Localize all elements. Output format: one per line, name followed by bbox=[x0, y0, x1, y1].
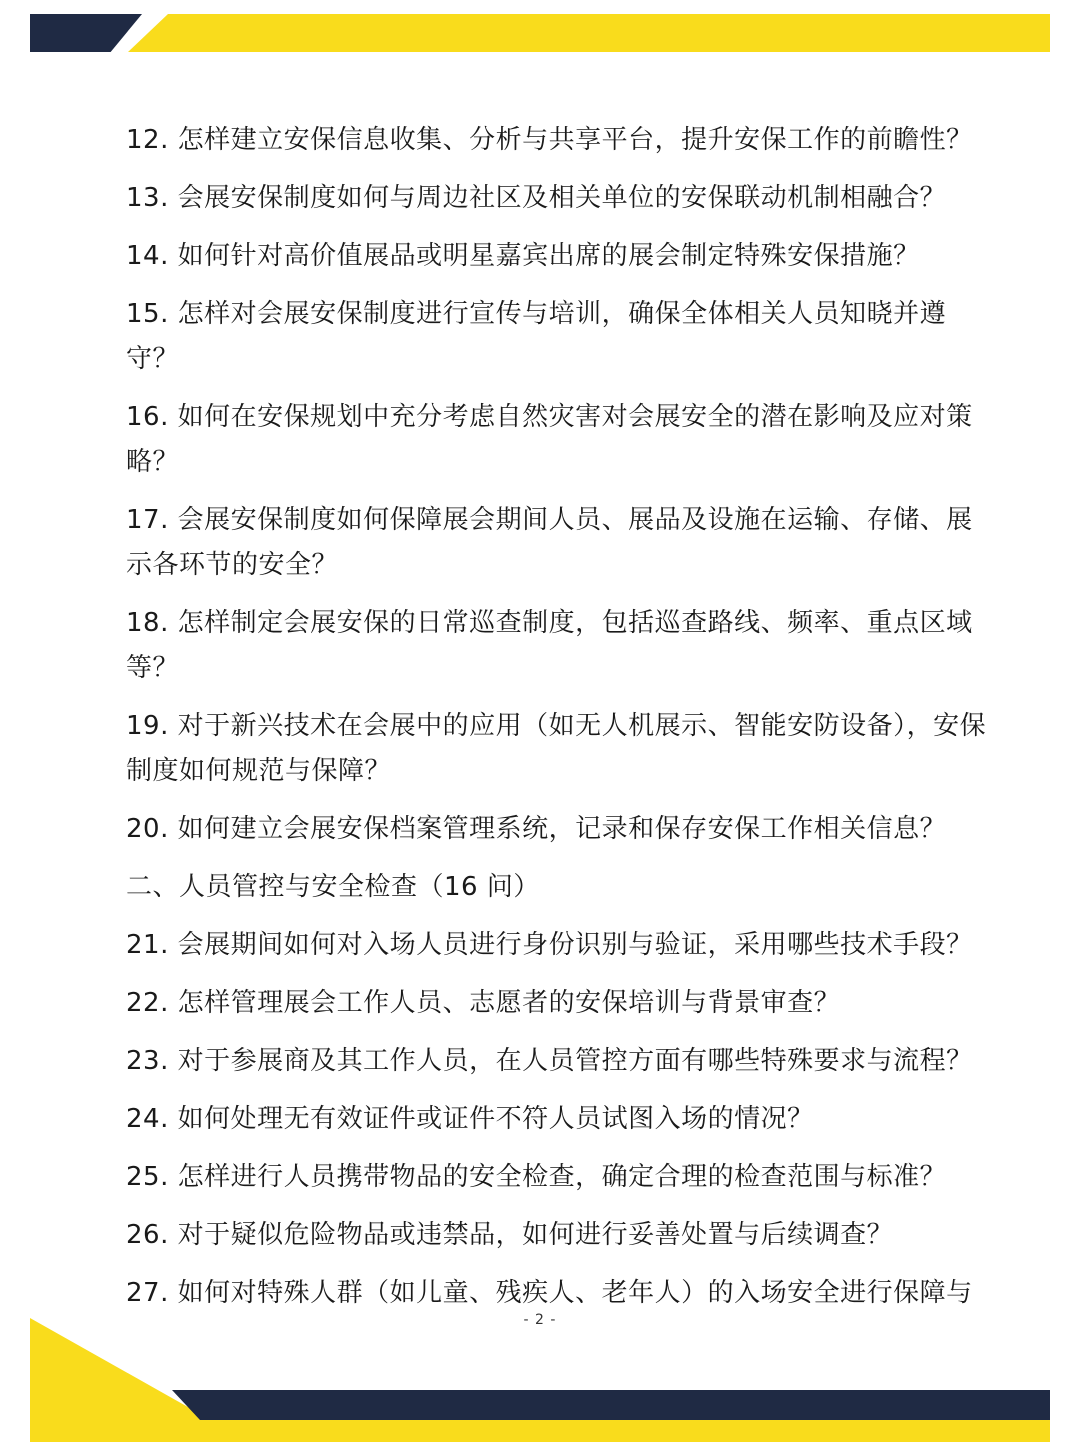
question-14: 14. 如何针对高价值展品或明星嘉宾出席的展会制定特殊安保措施？ bbox=[126, 241, 920, 271]
page-number: - 2 - bbox=[523, 1312, 557, 1328]
question-24: 24. 如何处理无有效证件或证件不符人员试图入场的情况？ bbox=[126, 1104, 814, 1134]
section-heading: 二、人员管控与安全检查（16 问） bbox=[126, 872, 540, 902]
question-16: 16. 如何在安保规划中充分考虑自然灾害对会展安全的潜在影响及应对策略？ bbox=[126, 402, 973, 477]
question-12: 12. 怎样建立安保信息收集、分析与共享平台，提升安保工作的前瞻性？ bbox=[126, 125, 973, 155]
question-18: 18. 怎样制定会展安保的日常巡查制度，包括巡查路线、频率、重点区域等？ bbox=[126, 608, 973, 683]
question-13: 13. 会展安保制度如何与周边社区及相关单位的安保联动机制相融合？ bbox=[126, 183, 947, 213]
header-navy-band bbox=[30, 14, 142, 52]
question-27: 27. 如何对特殊人群（如儿童、残疾人、老年人）的入场安全进行保障与 bbox=[126, 1278, 973, 1308]
question-23: 23. 对于参展商及其工作人员，在人员管控方面有哪些特殊要求与流程？ bbox=[126, 1046, 973, 1076]
document-body bbox=[126, 118, 992, 1329]
question-20: 20. 如何建立会展安保档案管理系统，记录和保存安保工作相关信息？ bbox=[126, 814, 947, 844]
header-yellow-band bbox=[128, 14, 1050, 52]
question-15: 15. 怎样对会展安保制度进行宣传与培训，确保全体相关人员知晓并遵守？ bbox=[126, 299, 947, 374]
question-25: 25. 怎样进行人员携带物品的安全检查，确定合理的检查范围与标准？ bbox=[126, 1162, 947, 1192]
question-17: 17. 会展安保制度如何保障展会期间人员、展品及设施在运输、存储、展示各环节的安全？ bbox=[126, 505, 973, 580]
footer-navy-band bbox=[172, 1390, 1050, 1420]
question-22: 22. 怎样管理展会工作人员、志愿者的安保培训与背景审查？ bbox=[126, 988, 841, 1018]
question-21: 21. 会展期间如何对入场人员进行身份识别与验证，采用哪些技术手段？ bbox=[126, 930, 973, 960]
question-26: 26. 对于疑似危险物品或违禁品，如何进行妥善处置与后续调查？ bbox=[126, 1220, 894, 1250]
question-19: 19. 对于新兴技术在会展中的应用（如无人机展示、智能安防设备），安保制度如何规范与保障？ bbox=[126, 711, 987, 786]
footer-yellow-strip bbox=[200, 1420, 1050, 1442]
